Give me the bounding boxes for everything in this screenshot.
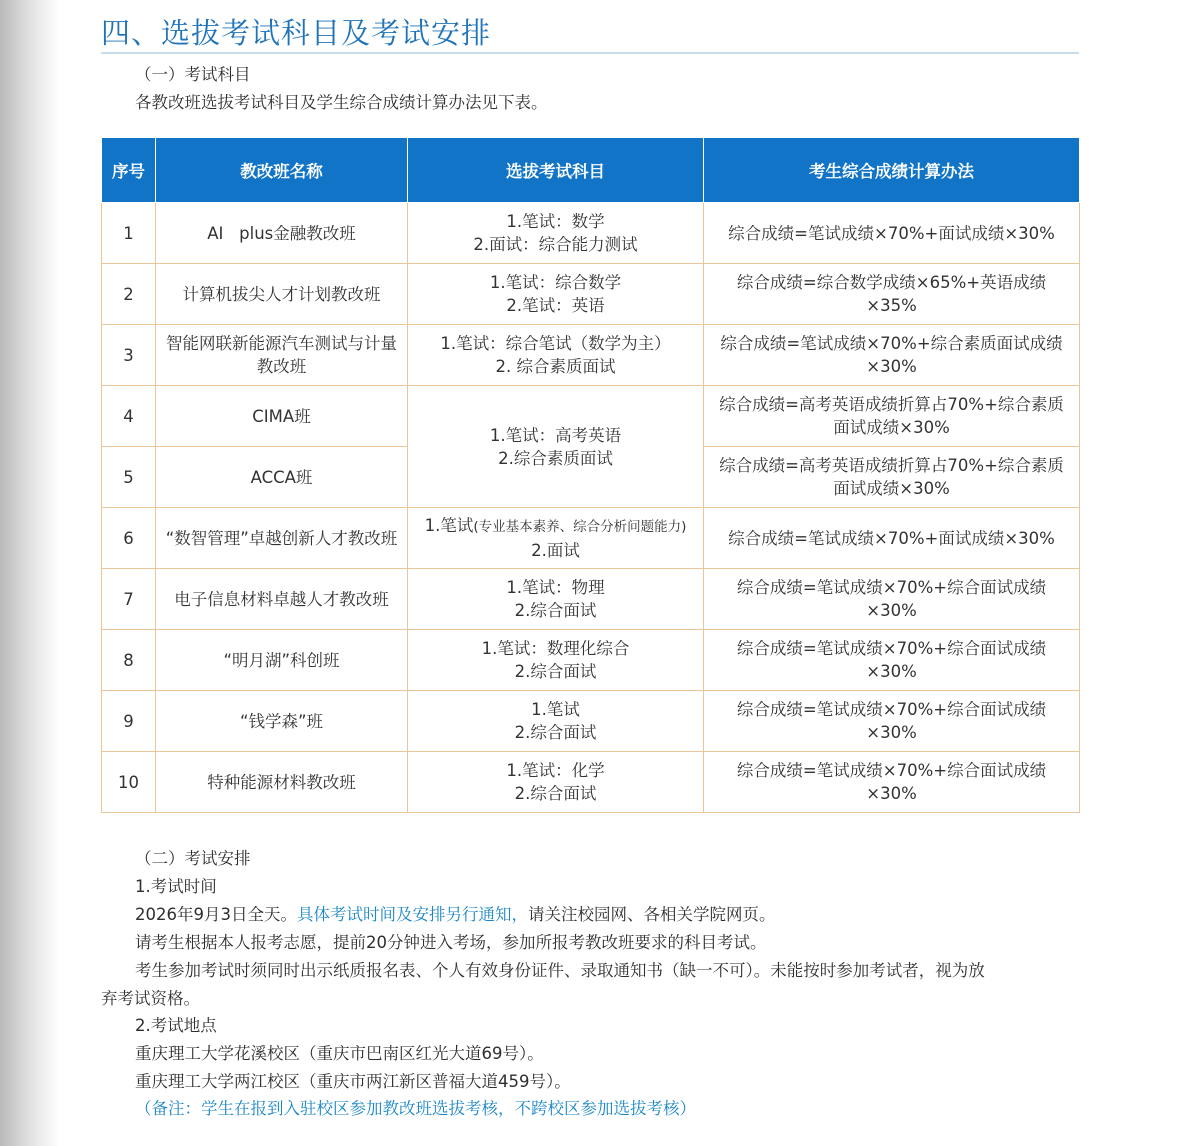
exam-line: 2.面试 bbox=[531, 541, 580, 560]
exam-line: 1.笔试：数理化综合 bbox=[481, 639, 630, 658]
exam-line: 2.综合面试 bbox=[514, 723, 597, 742]
documents-instruction: 考生参加考试时须同时出示纸质报名表、个人有效身份证件、录取通知书（缺一不可）。未能按时参加考试者，视为放 bbox=[135, 961, 985, 980]
calc-line: 综合成绩=笔试成绩×70%+综合面试成绩 bbox=[736, 700, 1047, 719]
row-exam bbox=[408, 203, 704, 264]
campus-liangjiang: 重庆理工大学两江校区（重庆市两江新区普福大道459号）。 bbox=[135, 1072, 571, 1091]
exam-line: 1.笔试：数学 bbox=[506, 212, 605, 231]
row-no: 3 bbox=[102, 325, 156, 386]
row-exam bbox=[408, 508, 704, 569]
exam-line: 2.综合面试 bbox=[514, 784, 597, 803]
row-class-name: 智能网联新能源汽车测试与计量教改班 bbox=[156, 325, 408, 386]
row-exam bbox=[408, 691, 704, 752]
row-no: 8 bbox=[102, 630, 156, 691]
subjects-intro: 各教改班选拔考试科目及学生综合成绩计算办法见下表。 bbox=[135, 93, 548, 112]
row-class-name: “明月湖”科创班 bbox=[156, 630, 408, 691]
calc-line: ×35% bbox=[866, 296, 917, 315]
table-row bbox=[102, 264, 1080, 325]
exam-line: 1.笔试：物理 bbox=[506, 578, 605, 597]
row-calc bbox=[704, 447, 1080, 508]
row-calc bbox=[704, 569, 1080, 630]
row-class-name: “钱学森”班 bbox=[156, 691, 408, 752]
exam-line: 2.综合素质面试 bbox=[498, 448, 613, 468]
calc-line: ×30% bbox=[866, 662, 917, 681]
header-exam-subjects: 选拔考试科目 bbox=[408, 138, 704, 203]
row-no: 5 bbox=[102, 447, 156, 508]
header-class-name: 教改班名称 bbox=[156, 138, 408, 203]
header-no: 序号 bbox=[102, 138, 156, 203]
exam-main: 1.笔试 bbox=[424, 516, 474, 535]
row-calc bbox=[704, 203, 1080, 264]
documents-instruction-cont: 弃考试资格。 bbox=[101, 989, 200, 1008]
row-exam bbox=[408, 569, 704, 630]
row-calc bbox=[704, 691, 1080, 752]
exam-time-notice: 具体考试时间及安排另行通知， bbox=[297, 905, 528, 924]
row-exam bbox=[408, 264, 704, 325]
exam-line: 1.笔试：综合数学 bbox=[489, 273, 622, 292]
row-no: 4 bbox=[102, 386, 156, 447]
exam-line: 1.笔试：综合笔试（数学为主） bbox=[440, 334, 671, 353]
row-class-name: 计算机拔尖人才计划教改班 bbox=[156, 264, 408, 325]
row-class-name: 电子信息材料卓越人才教改班 bbox=[156, 569, 408, 630]
calc-line: 面试成绩×30% bbox=[833, 479, 950, 498]
calc-line: 综合成绩=综合数学成绩×65%+英语成绩 bbox=[736, 273, 1047, 292]
calc-line: ×30% bbox=[866, 723, 917, 742]
exam-subjects-table bbox=[101, 137, 1080, 813]
calc-line: 综合成绩=笔试成绩×70%+面试成绩×30% bbox=[728, 528, 1055, 548]
table-row bbox=[102, 752, 1080, 813]
exam-time-heading: 1.考试时间 bbox=[135, 877, 217, 896]
calc-line: 面试成绩×30% bbox=[833, 418, 950, 437]
arrival-instruction: 请考生根据本人报考志愿，提前20分钟进入考场，参加所报考教改班要求的科目考试。 bbox=[135, 933, 767, 952]
table-row bbox=[102, 569, 1080, 630]
arrangement-heading: （二）考试安排 bbox=[135, 849, 251, 868]
row-no: 1 bbox=[102, 203, 156, 264]
row-class-name: CIMA班 bbox=[156, 386, 408, 447]
row-no: 10 bbox=[102, 752, 156, 813]
calc-line: ×30% bbox=[866, 357, 917, 376]
row-class-name: AI plus金融教改班 bbox=[156, 203, 408, 264]
subjects-heading: （一）考试科目 bbox=[135, 65, 251, 84]
row-no: 7 bbox=[102, 569, 156, 630]
exam-date: 2026年9月3日全天。 bbox=[135, 905, 297, 924]
row-calc bbox=[704, 264, 1080, 325]
exam-line: 2.综合面试 bbox=[514, 662, 597, 681]
header-score-calc: 考生综合成绩计算办法 bbox=[704, 138, 1080, 203]
row-exam bbox=[408, 752, 704, 813]
exam-line: 1.笔试：化学 bbox=[506, 761, 605, 780]
calc-line: 综合成绩=笔试成绩×70%+综合面试成绩 bbox=[736, 639, 1047, 658]
exam-line: 2. 综合素质面试 bbox=[495, 357, 616, 376]
row-no: 9 bbox=[102, 691, 156, 752]
table-row bbox=[102, 508, 1080, 569]
table-row bbox=[102, 325, 1080, 386]
row-exam bbox=[408, 325, 704, 386]
row-calc bbox=[704, 508, 1080, 569]
calc-line: 综合成绩=笔试成绩×70%+综合素质面试成绩 bbox=[720, 334, 1063, 353]
table-row bbox=[102, 691, 1080, 752]
exam-line: 2.综合面试 bbox=[514, 601, 597, 620]
table-row bbox=[102, 630, 1080, 691]
calc-line: 综合成绩=高考英语成绩折算占70%+综合素质 bbox=[719, 395, 1064, 414]
row-no: 2 bbox=[102, 264, 156, 325]
row-exam bbox=[408, 630, 704, 691]
calc-line: 综合成绩=笔试成绩×70%+面试成绩×30% bbox=[728, 223, 1055, 243]
exam-time-text bbox=[135, 904, 776, 926]
row-calc bbox=[704, 752, 1080, 813]
campus-note: （备注：学生在报到入驻校区参加教改班选拔考核，不跨校区参加选拔考核） bbox=[135, 1099, 696, 1118]
exam-note: (专业基本素养、综合分析问题能力) bbox=[473, 519, 687, 535]
section-title: 四、选拔考试科目及考试安排 bbox=[101, 16, 492, 50]
section-heading bbox=[101, 14, 1079, 54]
row-class-name: 特种能源材料教改班 bbox=[156, 752, 408, 813]
row-calc bbox=[704, 630, 1080, 691]
calc-line: 综合成绩=笔试成绩×70%+综合面试成绩 bbox=[736, 578, 1047, 597]
row-no: 6 bbox=[102, 508, 156, 569]
exam-place-heading: 2.考试地点 bbox=[135, 1016, 217, 1035]
row-class-name: “数智管理”卓越创新人才教改班 bbox=[156, 508, 408, 569]
row-calc bbox=[704, 386, 1080, 447]
calc-line: ×30% bbox=[866, 784, 917, 803]
table-header-row bbox=[102, 138, 1080, 203]
campus-huaxi: 重庆理工大学花溪校区（重庆市巴南区红光大道69号）。 bbox=[135, 1044, 544, 1063]
calc-line: 综合成绩=高考英语成绩折算占70%+综合素质 bbox=[719, 456, 1064, 475]
row-class-name: ACCA班 bbox=[156, 447, 408, 508]
row-exam-merged bbox=[408, 386, 704, 508]
calc-line: ×30% bbox=[866, 601, 917, 620]
table-row bbox=[102, 386, 1080, 447]
exam-line bbox=[412, 514, 699, 539]
exam-line: 1.笔试：高考英语 bbox=[489, 425, 622, 445]
row-calc bbox=[704, 325, 1080, 386]
calc-line: 综合成绩=笔试成绩×70%+综合面试成绩 bbox=[736, 761, 1047, 780]
table-row bbox=[102, 203, 1080, 264]
exam-line: 2.笔试：英语 bbox=[506, 296, 605, 315]
exam-time-follow: 请关注校园网、各相关学院网页。 bbox=[528, 905, 776, 924]
exam-line: 1.笔试 bbox=[531, 700, 580, 719]
exam-line: 2.面试：综合能力测试 bbox=[473, 235, 638, 254]
